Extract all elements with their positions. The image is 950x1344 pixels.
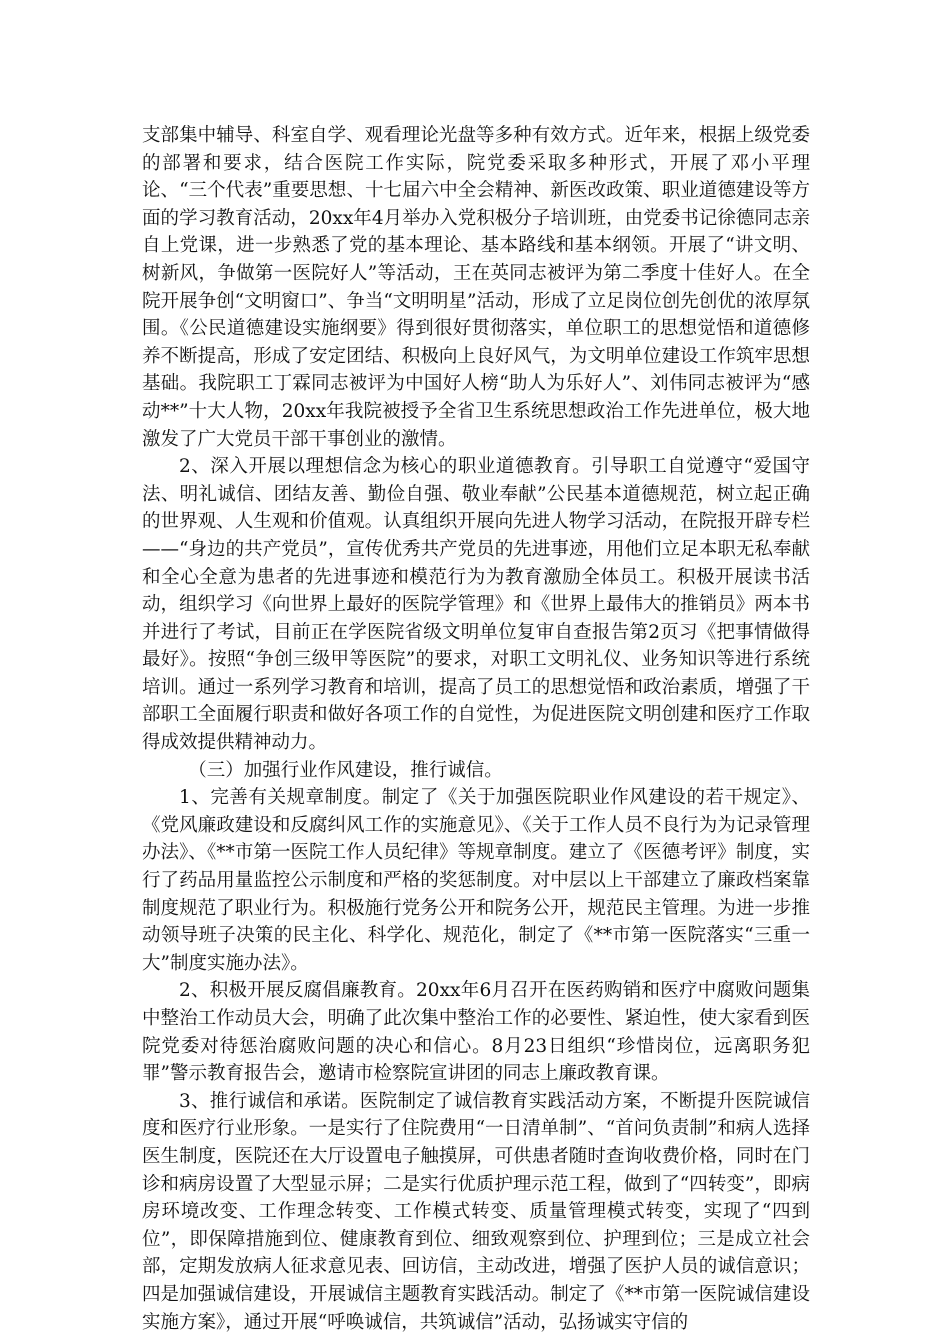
paragraph-6: 3、推行诚信和承诺。医院制定了诚信教育实践活动方案，不断提升医院诚信度和医疗行业形象。一是实行了住院费用“一日清单制”、“首问负责制”和病人选择医生制度，医院还在大厅设置电子触摸屏，可供患者随时查询收费价格，同时在门诊和病房设置了大型显示屏；二是实行优质护理示范工程，做到了“四转变”，即病房环境改变、工作理念转变、工作模式转变、质量管理模式转变，实现了“四到位”，即保障措施到位、健康教育到位、细致观察到位、护理到位；三是成立社会部，定期发放病人征求意见表、回访信，主动改进，增强了医护人员的诚信意识；四是加强诚信建设，开展诚信主题教育实践活动。制定了《**市第一医院诚信建设实施方案》，通过开展“呼唤诚信，共筑诚信”活动，弘扬诚实守信的 (142, 1090, 810, 1333)
paragraph-1: 支部集中辅导、科室自学、观看理论光盘等多种有效方式。近年来，根据上级党委的部署和要求，结合医院工作实际，院党委采取多种形式，开展了邓小平理论、“三个代表”重要思想、十七届六中全会精神、新医改政策、职业道德建设等方面的学习教育活动，20xx年4月举办入党积极分子培训班，由党委书记徐德同志亲自上党课，进一步熟悉了党的基本理论、基本路线和基本纲领。开展了“讲文明、树新风，争做第一医院好人”等活动，王在英同志被评为第二季度十佳好人。在全院开展争创“文明窗口”、争当“文明明星”活动，形成了立足岗位创先创优的浓厚氛围。《公民道德建设实施纲要》得到很好贯彻落实，单位职工的思想觉悟和道德修养不断提高，形成了安定团结、积极向上良好风气，为文明单位建设工作筑牢思想基础。我院职工丁霖同志被评为中国好人榜“助人为乐好人”、刘伟同志被评为“感动**”十大人物，20xx年我院被授予全省卫生系统思想政治工作先进单位，极大地激发了广大党员干部干事创业的激情。 (142, 125, 810, 450)
paragraph-4: 1、完善有关规章制度。制定了《关于加强医院职业作风建设的若干规定》、《党风廉政建设和反腐纠风工作的实施意见》、《关于工作人员不良行为为记录管理办法》、《**市第一医院工作人员纪律》等规章制度。建立了《医德考评》制度，实行了药品用量监控公示制度和严格的奖惩制度。对中层以上干部建立了廉政档案靠制度规范了职业行为。积极施行党务公开和院务公开，规范民主管理。为进一步推动领导班子决策的民主化、科学化、规范化，制定了《**市第一医院落实“三重一大”制度实施办法》。 (142, 787, 810, 974)
paragraph-5: 2、积极开展反腐倡廉教育。20xx年6月召开在医药购销和医疗中腐败问题集中整治工作动员大会，明确了此次集中整治工作的必要性、紧迫性，使大家看到医院党委对待惩治腐败问题的决心和信心。8月23日组织“珍惜岗位，远离职务犯罪”警示教育报告会，邀请市检察院宣讲团的同志上廉政教育课。 (142, 980, 810, 1085)
document-page (142, 122, 810, 1336)
section-heading: （三）加强行业作风建设，推行诚信。 (188, 759, 503, 781)
paragraph-2: 2、深入开展以理想信念为核心的职业道德教育。引导职工自觉遵守“爱国守法、明礼诚信、团结友善、勤俭自强、敬业奉献”公民基本道德规范，树立起正确的世界观、人生观和价值观。认真组织开展向先进人物学习活动，在院报开辟专栏——“身边的共产党员”，宣传优秀共产党员的先进事迹，用他们立足本职无私奉献和全心全意为患者的先进事迹和模范行为为教育激励全体员工。积极开展读书活动，组织学习《向世界上最好的医院学管理》和《世界上最伟大的推销员》两本书并进行了考试，目前正在学医院省级文明单位复审自查报告第2页习《把事情做得最好》。按照“争创三级甲等医院”的要求，对职工文明礼仪、业务知识等进行系统培训。通过一系列学习教育和培训，提高了员工的思想觉悟和政治素质，增强了干部职工全面履行职责和做好各项工作的自觉性，为促进医院文明创建和医疗工作取得成效提供精神动力。 (142, 456, 810, 754)
